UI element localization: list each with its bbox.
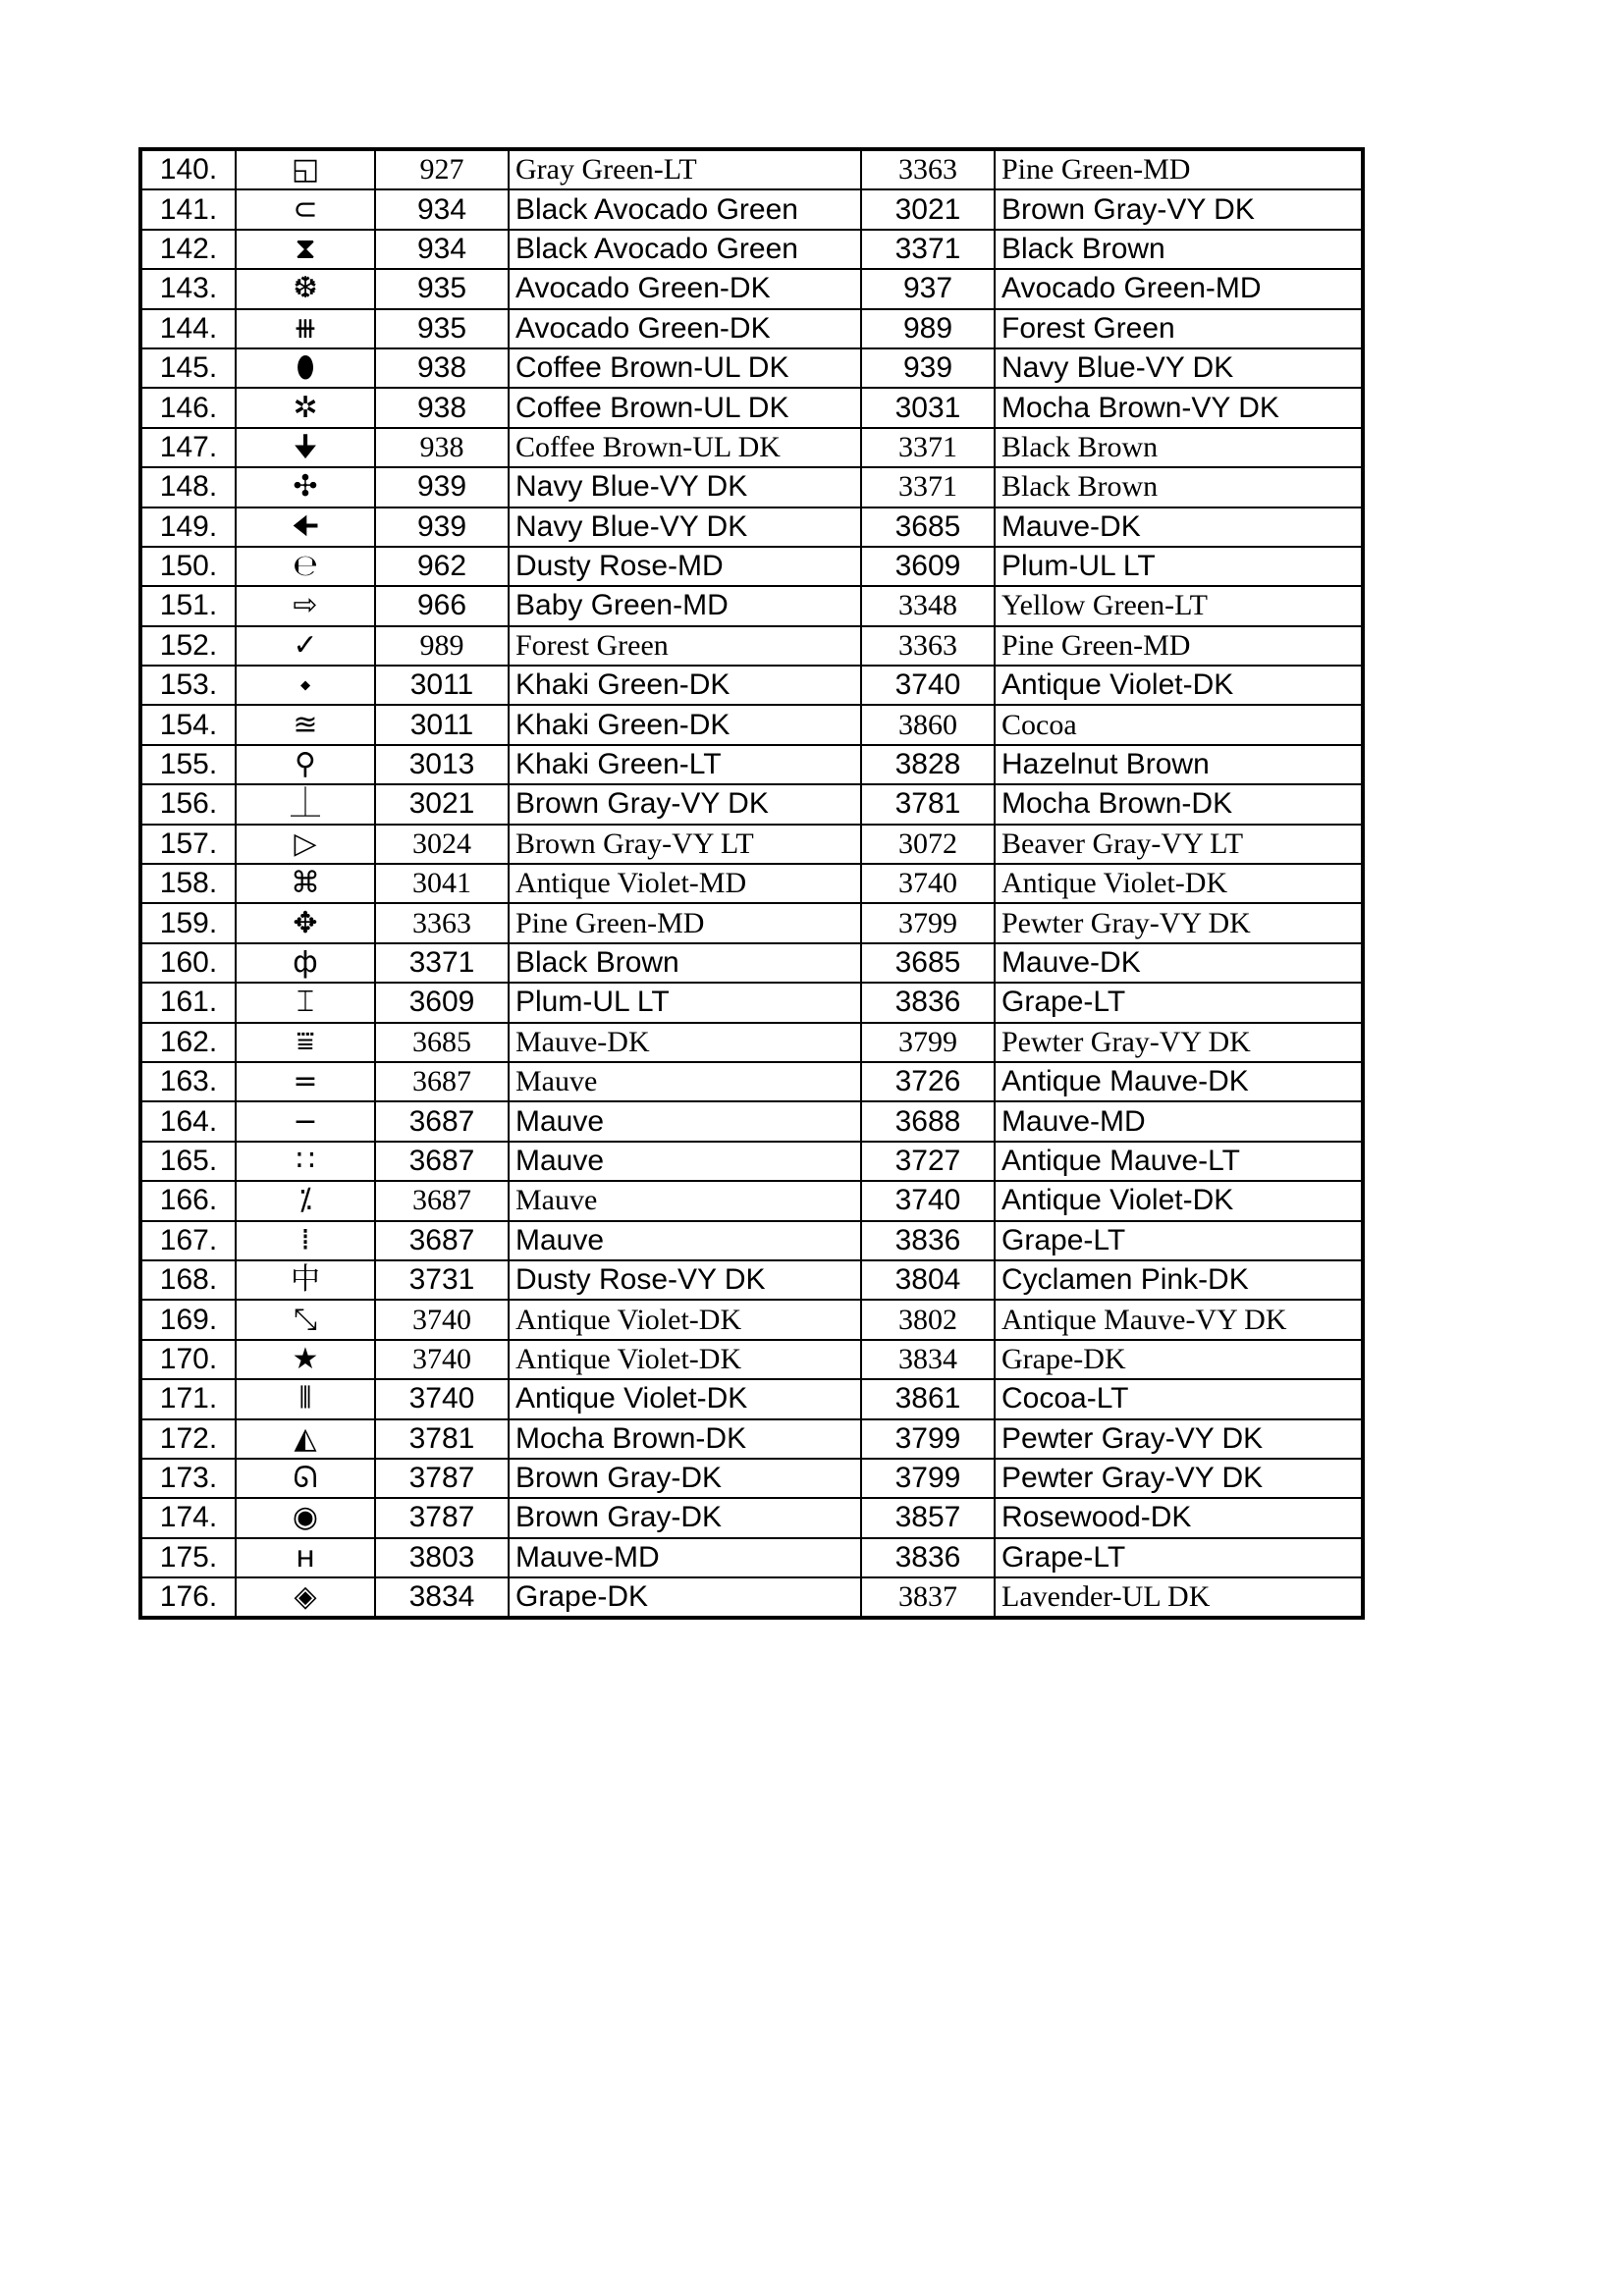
table-row [140, 428, 1363, 467]
thread-code-1: 3731 [375, 1260, 509, 1300]
table-row [140, 943, 1363, 983]
thread-code-1: 938 [375, 348, 509, 388]
table-row [140, 705, 1363, 744]
thread-code-1: 3687 [375, 1142, 509, 1181]
stitch-symbol-icon: ★ [236, 1340, 375, 1379]
thread-code-2: 3799 [861, 1459, 995, 1498]
table-row [140, 784, 1363, 824]
stitch-symbol-icon: ᘏ [236, 1459, 375, 1498]
table-row [140, 1498, 1363, 1537]
table-row [140, 745, 1363, 784]
table-row [140, 586, 1363, 625]
table-row [140, 903, 1363, 942]
table-row [140, 1221, 1363, 1260]
row-number: 145. [140, 348, 236, 388]
table-row [140, 1023, 1363, 1062]
thread-name-2: Grape-LT [995, 1538, 1363, 1577]
row-number: 141. [140, 189, 236, 229]
thread-name-1: Navy Blue-VY DK [509, 507, 861, 547]
thread-code-1: 3687 [375, 1101, 509, 1141]
table-row [140, 1101, 1363, 1141]
table-row [140, 189, 1363, 229]
thread-code-2: 3799 [861, 1419, 995, 1459]
row-number: 142. [140, 230, 236, 269]
thread-code-2: 3860 [861, 705, 995, 744]
stitch-symbol-icon: ⬩ [236, 666, 375, 705]
stitch-symbol-icon: ❆ [236, 269, 375, 308]
stitch-symbol-icon: ◭ [236, 1419, 375, 1459]
thread-code-1: 3740 [375, 1300, 509, 1339]
thread-name-2: Mauve-DK [995, 507, 1363, 547]
thread-code-2: 3348 [861, 586, 995, 625]
row-number: 160. [140, 943, 236, 983]
thread-code-2: 3837 [861, 1577, 995, 1618]
thread-name-1: Coffee Brown-UL DK [509, 348, 861, 388]
row-number: 140. [140, 149, 236, 189]
stitch-symbol-icon: 🠈 [236, 507, 375, 547]
thread-name-1: Black Brown [509, 943, 861, 983]
thread-code-1: 3740 [375, 1379, 509, 1418]
thread-code-2: 3799 [861, 903, 995, 942]
thread-name-2: Mocha Brown-DK [995, 784, 1363, 824]
table-row [140, 388, 1363, 427]
stitch-symbol-icon: ✣ [236, 467, 375, 507]
thread-name-1: Brown Gray-DK [509, 1498, 861, 1537]
row-number: 147. [140, 428, 236, 467]
thread-code-2: 3371 [861, 230, 995, 269]
row-number: 156. [140, 784, 236, 824]
table-row [140, 467, 1363, 507]
thread-name-1: Mauve [509, 1062, 861, 1101]
thread-code-2: 3727 [861, 1142, 995, 1181]
thread-code-1: 938 [375, 428, 509, 467]
thread-code-2: 3072 [861, 825, 995, 864]
thread-code-1: 3685 [375, 1023, 509, 1062]
thread-code-1: 934 [375, 230, 509, 269]
stitch-symbol-icon: ⇨ [236, 586, 375, 625]
thread-name-2: Pewter Gray-VY DK [995, 1023, 1363, 1062]
thread-name-2: Antique Violet-DK [995, 1181, 1363, 1220]
thread-code-2: 3828 [861, 745, 995, 784]
stitch-symbol-icon: ⧗ [236, 230, 375, 269]
thread-name-2: Beaver Gray-VY LT [995, 825, 1363, 864]
row-number: 154. [140, 705, 236, 744]
thread-name-2: Mauve-MD [995, 1101, 1363, 1141]
table-body [140, 149, 1363, 1618]
thread-code-2: 3371 [861, 467, 995, 507]
row-number: 148. [140, 467, 236, 507]
thread-name-1: Avocado Green-DK [509, 309, 861, 348]
thread-code-1: 989 [375, 626, 509, 666]
table-row [140, 1142, 1363, 1181]
stitch-symbol-icon: ф [236, 943, 375, 983]
thread-code-1: 3687 [375, 1062, 509, 1101]
thread-name-2: Pine Green-MD [995, 626, 1363, 666]
row-number: 171. [140, 1379, 236, 1418]
row-number: 155. [140, 745, 236, 784]
thread-name-2: Cocoa-LT [995, 1379, 1363, 1418]
stitch-symbol-icon: ⩸ [236, 1023, 375, 1062]
thread-name-2: Hazelnut Brown [995, 745, 1363, 784]
row-number: 168. [140, 1260, 236, 1300]
stitch-symbol-icon: ✲ [236, 388, 375, 427]
thread-name-1: Antique Violet-DK [509, 1379, 861, 1418]
thread-name-2: Forest Green [995, 309, 1363, 348]
row-number: 172. [140, 1419, 236, 1459]
stitch-symbol-icon: ⏊ [236, 784, 375, 824]
thread-code-2: 939 [861, 348, 995, 388]
thread-code-1: 3740 [375, 1340, 509, 1379]
thread-name-2: Mocha Brown-VY DK [995, 388, 1363, 427]
row-number: 164. [140, 1101, 236, 1141]
table-row [140, 1181, 1363, 1220]
thread-code-2: 3804 [861, 1260, 995, 1300]
thread-code-2: 3740 [861, 666, 995, 705]
thread-name-1: Navy Blue-VY DK [509, 467, 861, 507]
thread-name-1: Antique Violet-DK [509, 1300, 861, 1339]
thread-name-2: Pine Green-MD [995, 149, 1363, 189]
thread-name-2: Cocoa [995, 705, 1363, 744]
thread-code-1: 927 [375, 149, 509, 189]
thread-name-1: Brown Gray-DK [509, 1459, 861, 1498]
table-row [140, 230, 1363, 269]
thread-name-1: Mocha Brown-DK [509, 1419, 861, 1459]
thread-name-2: Mauve-DK [995, 943, 1363, 983]
thread-name-1: Dusty Rose-VY DK [509, 1260, 861, 1300]
thread-code-1: 3687 [375, 1221, 509, 1260]
row-number: 161. [140, 983, 236, 1022]
thread-name-2: Antique Mauve-LT [995, 1142, 1363, 1181]
thread-code-2: 3688 [861, 1101, 995, 1141]
stitch-symbol-icon: ✥ [236, 903, 375, 942]
thread-code-2: 3685 [861, 943, 995, 983]
thread-code-1: 3803 [375, 1538, 509, 1577]
stitch-symbol-icon: ✓ [236, 626, 375, 666]
stitch-symbol-icon: ◉ [236, 1498, 375, 1537]
table-row [140, 1577, 1363, 1618]
table-row [140, 309, 1363, 348]
thread-name-2: Grape-DK [995, 1340, 1363, 1379]
thread-name-1: Antique Violet-DK [509, 1340, 861, 1379]
row-number: 153. [140, 666, 236, 705]
stitch-symbol-icon: ⌶ [236, 983, 375, 1022]
table-row [140, 1300, 1363, 1339]
thread-code-2: 3799 [861, 1023, 995, 1062]
row-number: 146. [140, 388, 236, 427]
stitch-symbol-icon: ℮ [236, 547, 375, 586]
stitch-symbol-icon: н [236, 1538, 375, 1577]
thread-name-2: Grape-LT [995, 983, 1363, 1022]
table-row [140, 1062, 1363, 1101]
thread-code-1: 3787 [375, 1459, 509, 1498]
stitch-symbol-icon: ▷ [236, 825, 375, 864]
thread-code-2: 3802 [861, 1300, 995, 1339]
stitch-symbol-icon: ◱ [236, 149, 375, 189]
thread-code-1: 3011 [375, 705, 509, 744]
thread-code-2: 3685 [861, 507, 995, 547]
row-number: 159. [140, 903, 236, 942]
thread-name-2: Black Brown [995, 467, 1363, 507]
table-row [140, 666, 1363, 705]
thread-code-1: 3787 [375, 1498, 509, 1537]
stitch-symbol-icon: − [236, 1101, 375, 1141]
thread-name-2: Pewter Gray-VY DK [995, 903, 1363, 942]
thread-code-1: 3011 [375, 666, 509, 705]
thread-code-1: 3041 [375, 864, 509, 903]
thread-name-2: Antique Mauve-VY DK [995, 1300, 1363, 1339]
thread-code-1: 3687 [375, 1181, 509, 1220]
row-number: 150. [140, 547, 236, 586]
thread-code-2: 3021 [861, 189, 995, 229]
thread-name-1: Black Avocado Green [509, 230, 861, 269]
stitch-symbol-icon: 中 [236, 1260, 375, 1300]
thread-code-2: 3363 [861, 626, 995, 666]
thread-code-2: 3836 [861, 1221, 995, 1260]
symbol-thread-table [138, 147, 1365, 1620]
table-row [140, 864, 1363, 903]
stitch-symbol-icon: ◈ [236, 1577, 375, 1618]
stitch-symbol-icon: ⊂ [236, 189, 375, 229]
thread-name-1: Mauve [509, 1221, 861, 1260]
thread-name-2: Antique Mauve-DK [995, 1062, 1363, 1101]
row-number: 166. [140, 1181, 236, 1220]
thread-code-2: 3363 [861, 149, 995, 189]
row-number: 163. [140, 1062, 236, 1101]
stitch-symbol-icon: ⤡ [236, 1300, 375, 1339]
thread-code-2: 3781 [861, 784, 995, 824]
table-row [140, 348, 1363, 388]
thread-code-1: 3021 [375, 784, 509, 824]
thread-code-1: 3609 [375, 983, 509, 1022]
thread-name-1: Mauve [509, 1142, 861, 1181]
thread-code-2: 3740 [861, 1181, 995, 1220]
row-number: 165. [140, 1142, 236, 1181]
row-number: 162. [140, 1023, 236, 1062]
row-number: 174. [140, 1498, 236, 1537]
thread-code-2: 3031 [861, 388, 995, 427]
thread-code-2: 989 [861, 309, 995, 348]
row-number: 173. [140, 1459, 236, 1498]
thread-name-1: Coffee Brown-UL DK [509, 388, 861, 427]
thread-name-2: Brown Gray-VY DK [995, 189, 1363, 229]
thread-name-1: Mauve-DK [509, 1023, 861, 1062]
thread-name-1: Grape-DK [509, 1577, 861, 1618]
thread-code-1: 935 [375, 269, 509, 308]
table-row [140, 547, 1363, 586]
thread-name-2: Black Brown [995, 428, 1363, 467]
thread-name-2: Antique Violet-DK [995, 666, 1363, 705]
stitch-symbol-icon: ⚲ [236, 745, 375, 784]
thread-name-1: Mauve-MD [509, 1538, 861, 1577]
table-row [140, 1459, 1363, 1498]
row-number: 176. [140, 1577, 236, 1618]
thread-code-2: 3609 [861, 547, 995, 586]
thread-name-2: Navy Blue-VY DK [995, 348, 1363, 388]
stitch-symbol-icon: ⁒ [236, 1181, 375, 1220]
thread-name-2: Antique Violet-DK [995, 864, 1363, 903]
thread-name-1: Mauve [509, 1181, 861, 1220]
table-row [140, 825, 1363, 864]
row-number: 151. [140, 586, 236, 625]
thread-name-1: Avocado Green-DK [509, 269, 861, 308]
thread-code-1: 3024 [375, 825, 509, 864]
thread-name-1: Coffee Brown-UL DK [509, 428, 861, 467]
thread-code-2: 3836 [861, 983, 995, 1022]
table-row [140, 1260, 1363, 1300]
thread-code-1: 966 [375, 586, 509, 625]
row-number: 167. [140, 1221, 236, 1260]
thread-code-2: 3836 [861, 1538, 995, 1577]
thread-code-2: 3861 [861, 1379, 995, 1418]
row-number: 175. [140, 1538, 236, 1577]
thread-name-1: Antique Violet-MD [509, 864, 861, 903]
stitch-symbol-icon: ∷ [236, 1142, 375, 1181]
table-row [140, 1538, 1363, 1577]
row-number: 169. [140, 1300, 236, 1339]
table-row [140, 1340, 1363, 1379]
thread-code-1: 3834 [375, 1577, 509, 1618]
stitch-symbol-icon: ⌘ [236, 864, 375, 903]
thread-name-2: Lavender-UL DK [995, 1577, 1363, 1618]
table-row [140, 149, 1363, 189]
row-number: 152. [140, 626, 236, 666]
thread-code-1: 939 [375, 507, 509, 547]
stitch-symbol-icon: ⦀ [236, 1379, 375, 1418]
thread-name-2: Black Brown [995, 230, 1363, 269]
stitch-symbol-icon: ⬮ [236, 348, 375, 388]
thread-name-2: Pewter Gray-VY DK [995, 1419, 1363, 1459]
thread-name-1: Brown Gray-VY DK [509, 784, 861, 824]
thread-code-1: 3013 [375, 745, 509, 784]
thread-code-2: 3834 [861, 1340, 995, 1379]
thread-name-1: Brown Gray-VY LT [509, 825, 861, 864]
thread-name-1: Black Avocado Green [509, 189, 861, 229]
table-row [140, 626, 1363, 666]
thread-name-1: Baby Green-MD [509, 586, 861, 625]
stitch-symbol-icon: ≊ [236, 705, 375, 744]
table-row [140, 1419, 1363, 1459]
thread-name-1: Khaki Green-LT [509, 745, 861, 784]
thread-name-2: Pewter Gray-VY DK [995, 1459, 1363, 1498]
thread-code-1: 3781 [375, 1419, 509, 1459]
thread-name-2: Cyclamen Pink-DK [995, 1260, 1363, 1300]
thread-code-1: 938 [375, 388, 509, 427]
stitch-symbol-icon: ⁞ [236, 1221, 375, 1260]
row-number: 143. [140, 269, 236, 308]
table-row [140, 269, 1363, 308]
thread-name-2: Grape-LT [995, 1221, 1363, 1260]
row-number: 158. [140, 864, 236, 903]
thread-name-1: Khaki Green-DK [509, 666, 861, 705]
row-number: 157. [140, 825, 236, 864]
thread-code-1: 3363 [375, 903, 509, 942]
thread-code-1: 3371 [375, 943, 509, 983]
stitch-symbol-icon: 🠋 [236, 428, 375, 467]
thread-name-1: Plum-UL LT [509, 983, 861, 1022]
thread-code-2: 3371 [861, 428, 995, 467]
thread-name-1: Gray Green-LT [509, 149, 861, 189]
row-number: 149. [140, 507, 236, 547]
thread-name-1: Dusty Rose-MD [509, 547, 861, 586]
stitch-symbol-icon: ⧻ [236, 309, 375, 348]
thread-name-2: Rosewood-DK [995, 1498, 1363, 1537]
thread-code-1: 935 [375, 309, 509, 348]
thread-name-1: Mauve [509, 1101, 861, 1141]
thread-code-2: 3740 [861, 864, 995, 903]
thread-code-1: 934 [375, 189, 509, 229]
table-row [140, 507, 1363, 547]
thread-name-2: Yellow Green-LT [995, 586, 1363, 625]
thread-name-1: Forest Green [509, 626, 861, 666]
thread-code-2: 3857 [861, 1498, 995, 1537]
thread-code-1: 939 [375, 467, 509, 507]
table-row [140, 1379, 1363, 1418]
thread-code-1: 962 [375, 547, 509, 586]
table-row [140, 983, 1363, 1022]
thread-code-2: 3726 [861, 1062, 995, 1101]
thread-name-1: Pine Green-MD [509, 903, 861, 942]
row-number: 170. [140, 1340, 236, 1379]
stitch-symbol-icon: = [236, 1062, 375, 1101]
thread-code-2: 937 [861, 269, 995, 308]
thread-name-2: Avocado Green-MD [995, 269, 1363, 308]
row-number: 144. [140, 309, 236, 348]
thread-name-1: Khaki Green-DK [509, 705, 861, 744]
thread-name-2: Plum-UL LT [995, 547, 1363, 586]
